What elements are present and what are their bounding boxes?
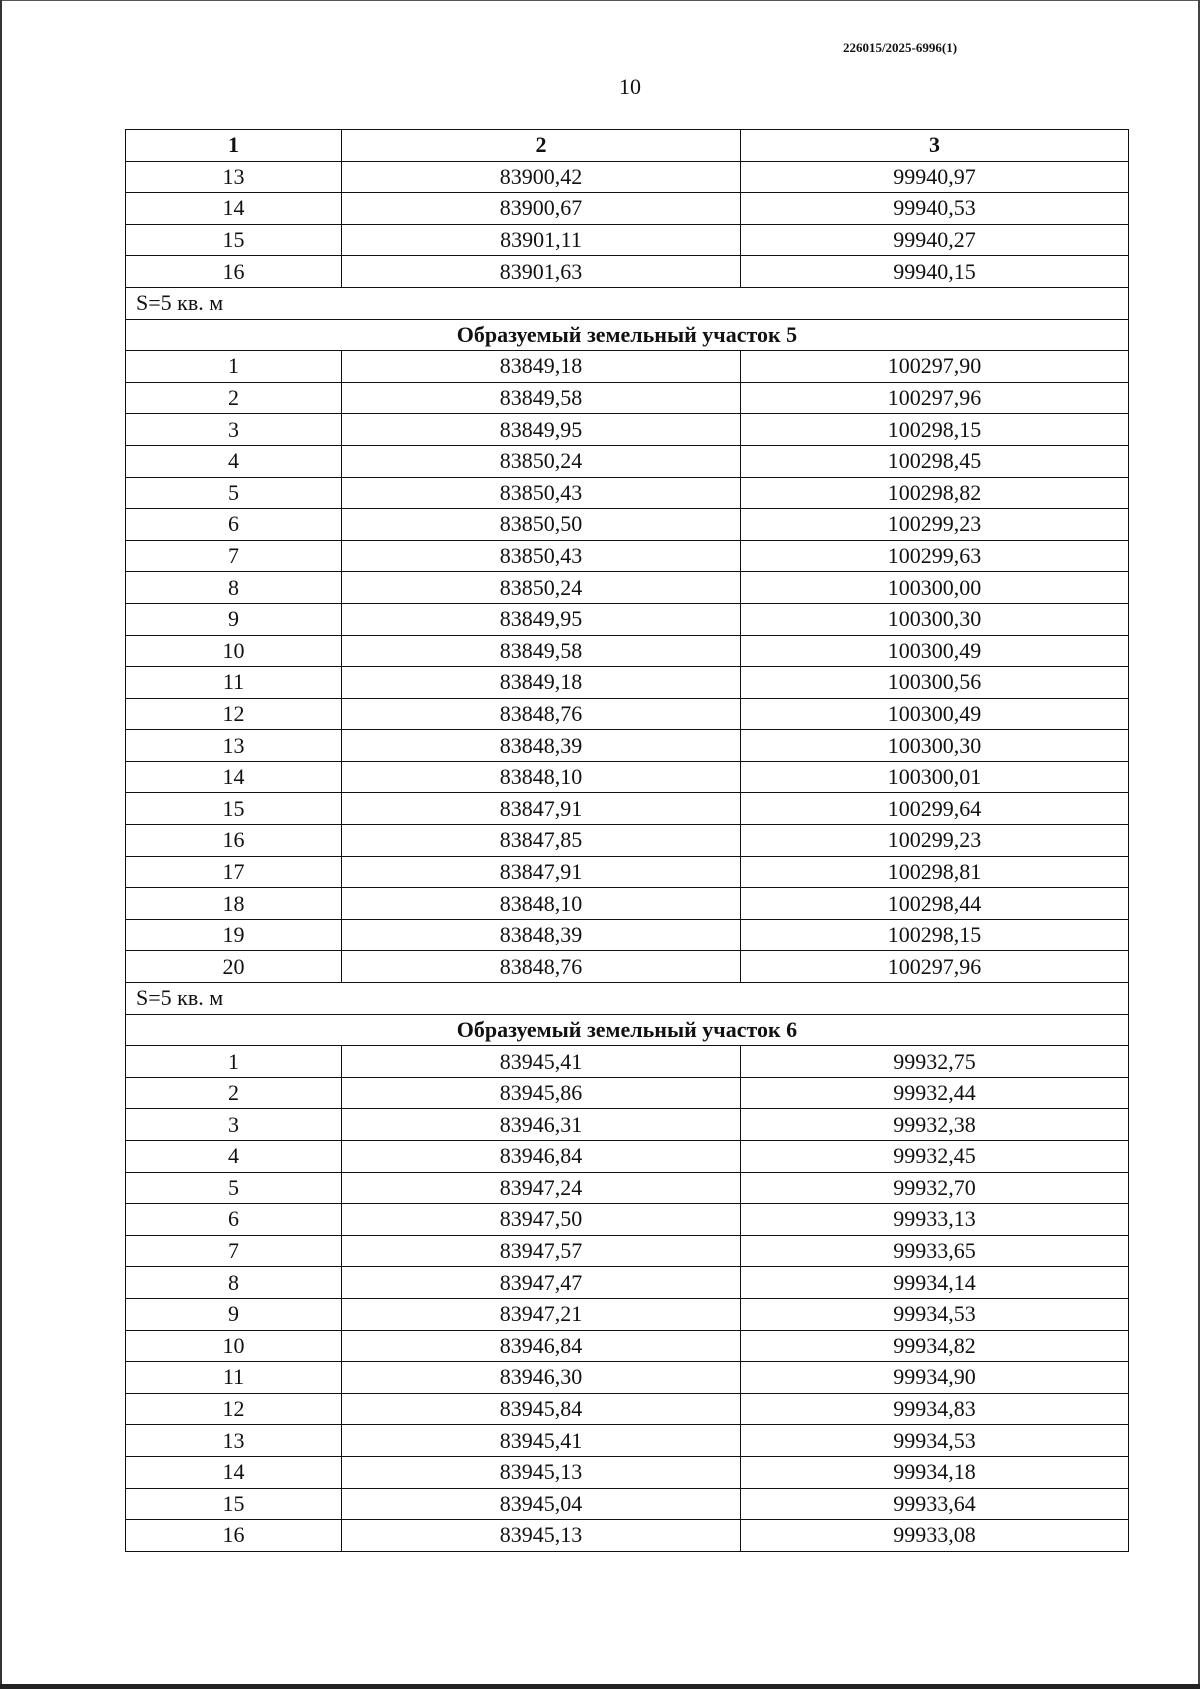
point-number-cell: 9 <box>126 1298 342 1330</box>
area-row <box>126 287 1129 319</box>
table-row <box>126 635 1129 667</box>
point-number-cell: 5 <box>126 477 342 509</box>
y-coordinate-cell: 100299,23 <box>741 825 1129 857</box>
x-coordinate-cell: 83945,86 <box>342 1077 741 1109</box>
x-coordinate-cell: 83946,84 <box>342 1141 741 1173</box>
x-coordinate-cell: 83850,43 <box>342 477 741 509</box>
x-coordinate-cell: 83947,24 <box>342 1172 741 1204</box>
x-coordinate-cell: 83945,84 <box>342 1393 741 1425</box>
table-row <box>126 825 1129 857</box>
y-coordinate-cell: 100300,30 <box>741 603 1129 635</box>
table-row <box>126 1235 1129 1267</box>
point-number-cell: 2 <box>126 382 342 414</box>
table-row <box>126 1362 1129 1394</box>
point-number-cell: 4 <box>126 445 342 477</box>
x-coordinate-cell: 83900,42 <box>342 161 741 193</box>
section-6-rows-group <box>126 1046 1129 1552</box>
x-coordinate-cell: 83947,21 <box>342 1298 741 1330</box>
column-header-1: 1 <box>126 130 342 162</box>
y-coordinate-cell: 99934,53 <box>741 1425 1129 1457</box>
y-coordinate-cell: 100297,90 <box>741 351 1129 383</box>
point-number-cell: 15 <box>126 224 342 256</box>
x-coordinate-cell: 83848,39 <box>342 919 741 951</box>
table-row <box>126 351 1129 383</box>
table-row <box>126 1172 1129 1204</box>
point-number-cell: 13 <box>126 1425 342 1457</box>
scan-edge-top <box>0 0 1200 1</box>
y-coordinate-cell: 99934,82 <box>741 1330 1129 1362</box>
top-rows-group <box>126 161 1129 287</box>
y-coordinate-cell: 100298,45 <box>741 445 1129 477</box>
y-coordinate-cell: 99934,90 <box>741 1362 1129 1394</box>
y-coordinate-cell: 99934,53 <box>741 1298 1129 1330</box>
y-coordinate-cell: 99932,70 <box>741 1172 1129 1204</box>
y-coordinate-cell: 100299,23 <box>741 509 1129 541</box>
y-coordinate-cell: 100300,01 <box>741 761 1129 793</box>
table-row <box>126 540 1129 572</box>
section-title-row <box>126 1014 1129 1046</box>
table-row <box>126 667 1129 699</box>
point-number-cell: 2 <box>126 1077 342 1109</box>
x-coordinate-cell: 83850,24 <box>342 572 741 604</box>
point-number-cell: 14 <box>126 1456 342 1488</box>
y-coordinate-cell: 100298,44 <box>741 888 1129 920</box>
point-number-cell: 5 <box>126 1172 342 1204</box>
table-row <box>126 509 1129 541</box>
x-coordinate-cell: 83850,43 <box>342 540 741 572</box>
column-header-2: 2 <box>342 130 741 162</box>
y-coordinate-cell: 99933,08 <box>741 1520 1129 1552</box>
point-number-cell: 17 <box>126 856 342 888</box>
point-number-cell: 19 <box>126 919 342 951</box>
x-coordinate-cell: 83901,63 <box>342 256 741 288</box>
point-number-cell: 6 <box>126 1204 342 1236</box>
x-coordinate-cell: 83850,24 <box>342 445 741 477</box>
table-row <box>126 761 1129 793</box>
x-coordinate-cell: 83945,04 <box>342 1488 741 1520</box>
x-coordinate-cell: 83849,18 <box>342 351 741 383</box>
table-row <box>126 382 1129 414</box>
table-row <box>126 1520 1129 1552</box>
x-coordinate-cell: 83900,67 <box>342 193 741 225</box>
table-row <box>126 1141 1129 1173</box>
x-coordinate-cell: 83848,10 <box>342 888 741 920</box>
x-coordinate-cell: 83849,95 <box>342 603 741 635</box>
point-number-cell: 10 <box>126 1330 342 1362</box>
table-row <box>126 445 1129 477</box>
table-row <box>126 256 1129 288</box>
y-coordinate-cell: 99934,14 <box>741 1267 1129 1299</box>
x-coordinate-cell: 83848,76 <box>342 951 741 983</box>
table-row <box>126 603 1129 635</box>
section-6-title: Образуемый земельный участок 6 <box>126 1014 1129 1046</box>
coordinates-table <box>125 129 1129 1552</box>
y-coordinate-cell: 100298,15 <box>741 414 1129 446</box>
x-coordinate-cell: 83946,84 <box>342 1330 741 1362</box>
table-row <box>126 1046 1129 1078</box>
y-coordinate-cell: 100298,82 <box>741 477 1129 509</box>
y-coordinate-cell: 100297,96 <box>741 382 1129 414</box>
point-number-cell: 13 <box>126 730 342 762</box>
section-5-title: Образуемый земельный участок 5 <box>126 319 1129 351</box>
x-coordinate-cell: 83847,91 <box>342 793 741 825</box>
x-coordinate-cell: 83945,41 <box>342 1425 741 1457</box>
table-row <box>126 951 1129 983</box>
x-coordinate-cell: 83945,13 <box>342 1456 741 1488</box>
point-number-cell: 7 <box>126 1235 342 1267</box>
y-coordinate-cell: 99932,38 <box>741 1109 1129 1141</box>
y-coordinate-cell: 99933,13 <box>741 1204 1129 1236</box>
point-number-cell: 16 <box>126 1520 342 1552</box>
y-coordinate-cell: 100300,49 <box>741 635 1129 667</box>
table-row <box>126 1298 1129 1330</box>
table-header-row <box>126 130 1129 162</box>
table-row <box>126 856 1129 888</box>
y-coordinate-cell: 100299,63 <box>741 540 1129 572</box>
point-number-cell: 8 <box>126 572 342 604</box>
table-row <box>126 224 1129 256</box>
x-coordinate-cell: 83847,91 <box>342 856 741 888</box>
table-row <box>126 1109 1129 1141</box>
area-label: S=5 кв. м <box>126 287 1129 319</box>
table-row <box>126 1488 1129 1520</box>
point-number-cell: 4 <box>126 1141 342 1173</box>
section-5-rows-group <box>126 351 1129 983</box>
point-number-cell: 16 <box>126 825 342 857</box>
y-coordinate-cell: 100300,49 <box>741 698 1129 730</box>
y-coordinate-cell: 99940,15 <box>741 256 1129 288</box>
point-number-cell: 20 <box>126 951 342 983</box>
x-coordinate-cell: 83849,58 <box>342 635 741 667</box>
table-row <box>126 888 1129 920</box>
y-coordinate-cell: 99932,44 <box>741 1077 1129 1109</box>
document-number: 226015/2025-6996(1) <box>842 40 958 55</box>
x-coordinate-cell: 83848,76 <box>342 698 741 730</box>
x-coordinate-cell: 83947,57 <box>342 1235 741 1267</box>
table-row <box>126 1330 1129 1362</box>
point-number-cell: 7 <box>126 540 342 572</box>
y-coordinate-cell: 99933,65 <box>741 1235 1129 1267</box>
point-number-cell: 3 <box>126 414 342 446</box>
scan-edge-bottom <box>0 1684 1200 1689</box>
point-number-cell: 11 <box>126 1362 342 1394</box>
y-coordinate-cell: 100300,30 <box>741 730 1129 762</box>
point-number-cell: 9 <box>126 603 342 635</box>
x-coordinate-cell: 83945,13 <box>342 1520 741 1552</box>
table-row <box>126 572 1129 604</box>
table-row <box>126 1456 1129 1488</box>
point-number-cell: 13 <box>126 161 342 193</box>
table-row <box>126 919 1129 951</box>
x-coordinate-cell: 83849,18 <box>342 667 741 699</box>
y-coordinate-cell: 100300,00 <box>741 572 1129 604</box>
scan-edge-left <box>0 0 2 1689</box>
section-title-row <box>126 319 1129 351</box>
y-coordinate-cell: 100298,81 <box>741 856 1129 888</box>
x-coordinate-cell: 83901,11 <box>342 224 741 256</box>
x-coordinate-cell: 83946,31 <box>342 1109 741 1141</box>
point-number-cell: 8 <box>126 1267 342 1299</box>
y-coordinate-cell: 100298,15 <box>741 919 1129 951</box>
y-coordinate-cell: 100299,64 <box>741 793 1129 825</box>
x-coordinate-cell: 83945,41 <box>342 1046 741 1078</box>
y-coordinate-cell: 99940,27 <box>741 224 1129 256</box>
table-row <box>126 161 1129 193</box>
point-number-cell: 12 <box>126 698 342 730</box>
x-coordinate-cell: 83849,58 <box>342 382 741 414</box>
point-number-cell: 6 <box>126 509 342 541</box>
x-coordinate-cell: 83947,50 <box>342 1204 741 1236</box>
point-number-cell: 10 <box>126 635 342 667</box>
table-row <box>126 1393 1129 1425</box>
table-row <box>126 193 1129 225</box>
point-number-cell: 16 <box>126 256 342 288</box>
point-number-cell: 11 <box>126 667 342 699</box>
area-label: S=5 кв. м <box>126 983 1129 1015</box>
table-row <box>126 793 1129 825</box>
point-number-cell: 14 <box>126 193 342 225</box>
y-coordinate-cell: 99933,64 <box>741 1488 1129 1520</box>
y-coordinate-cell: 99940,53 <box>741 193 1129 225</box>
y-coordinate-cell: 99940,97 <box>741 161 1129 193</box>
table-row <box>126 1204 1129 1236</box>
x-coordinate-cell: 83848,10 <box>342 761 741 793</box>
point-number-cell: 18 <box>126 888 342 920</box>
column-header-3: 3 <box>741 130 1129 162</box>
x-coordinate-cell: 83946,30 <box>342 1362 741 1394</box>
y-coordinate-cell: 100300,56 <box>741 667 1129 699</box>
point-number-cell: 12 <box>126 1393 342 1425</box>
x-coordinate-cell: 83849,95 <box>342 414 741 446</box>
table-row <box>126 477 1129 509</box>
table-row <box>126 1425 1129 1457</box>
y-coordinate-cell: 99932,75 <box>741 1046 1129 1078</box>
table-row <box>126 414 1129 446</box>
x-coordinate-cell: 83947,47 <box>342 1267 741 1299</box>
table-row <box>126 730 1129 762</box>
point-number-cell: 3 <box>126 1109 342 1141</box>
x-coordinate-cell: 83848,39 <box>342 730 741 762</box>
area-row <box>126 983 1129 1015</box>
table-row <box>126 1267 1129 1299</box>
point-number-cell: 15 <box>126 1488 342 1520</box>
x-coordinate-cell: 83850,50 <box>342 509 741 541</box>
point-number-cell: 14 <box>126 761 342 793</box>
page-number: 10 <box>619 74 641 99</box>
y-coordinate-cell: 100297,96 <box>741 951 1129 983</box>
point-number-cell: 1 <box>126 351 342 383</box>
x-coordinate-cell: 83847,85 <box>342 825 741 857</box>
point-number-cell: 15 <box>126 793 342 825</box>
table-row <box>126 1077 1129 1109</box>
y-coordinate-cell: 99934,83 <box>741 1393 1129 1425</box>
table-row <box>126 698 1129 730</box>
y-coordinate-cell: 99932,45 <box>741 1141 1129 1173</box>
y-coordinate-cell: 99934,18 <box>741 1456 1129 1488</box>
point-number-cell: 1 <box>126 1046 342 1078</box>
